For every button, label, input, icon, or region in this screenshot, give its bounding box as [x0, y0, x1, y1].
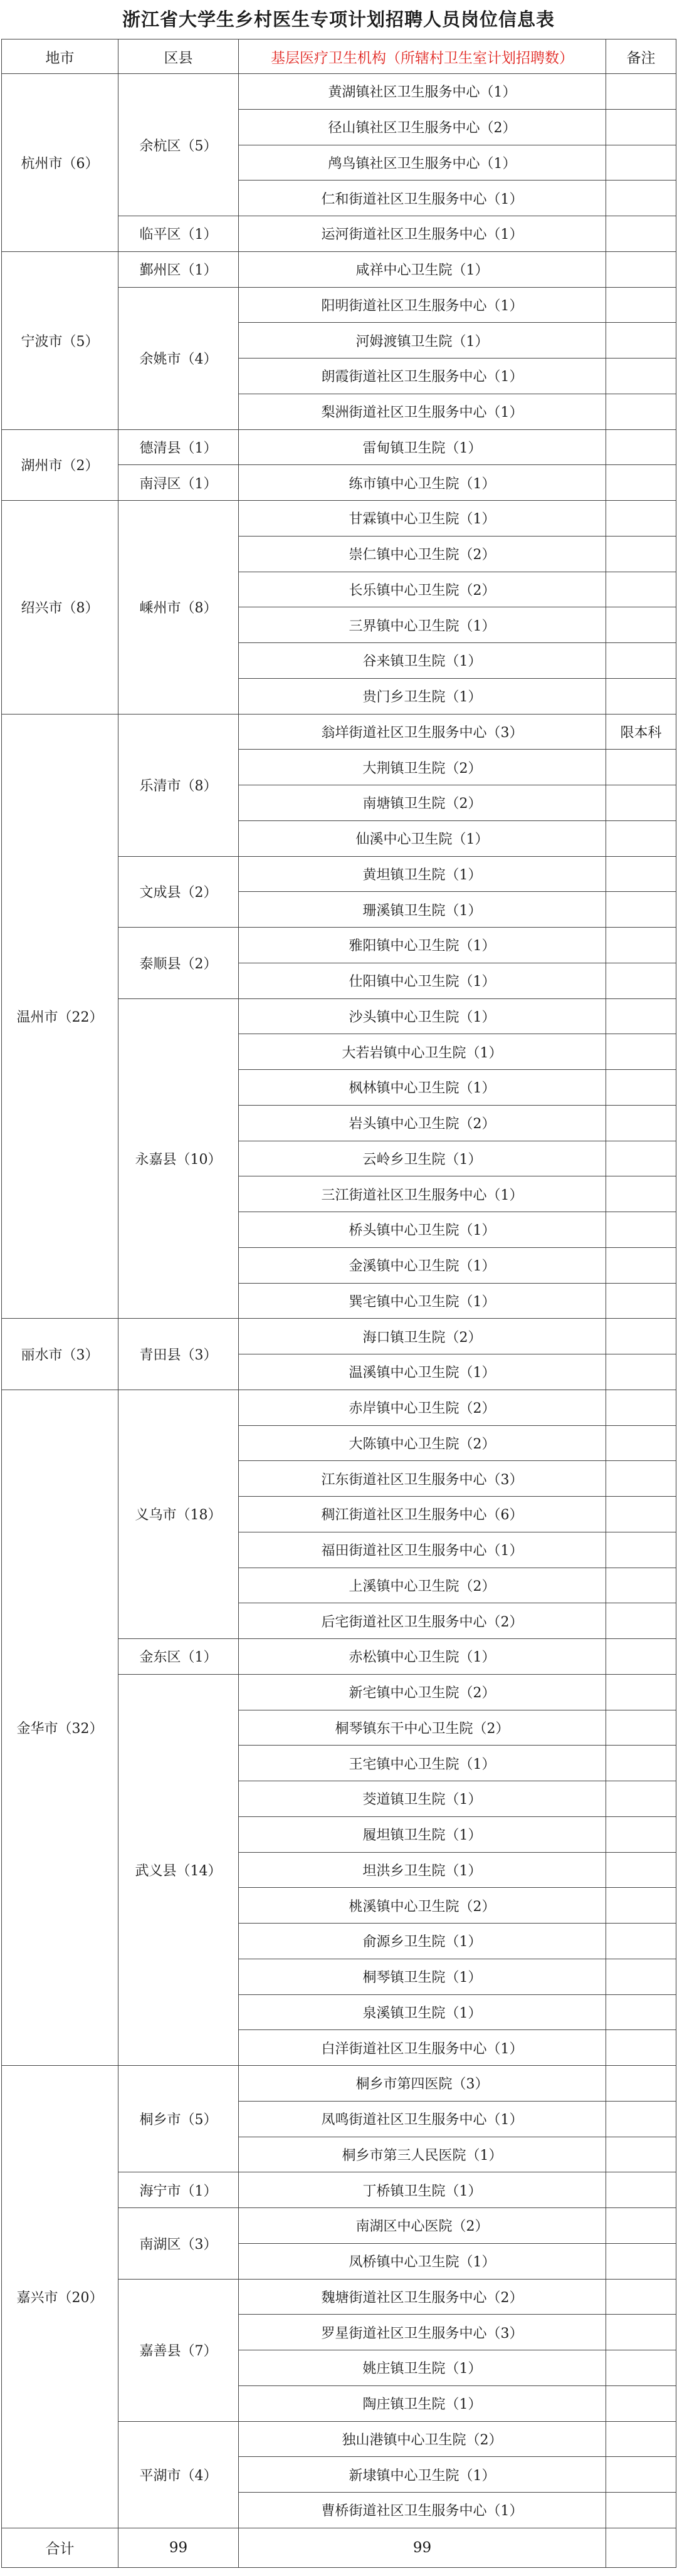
county-cell: 青田县（3） [118, 1319, 239, 1390]
institution-cell: 海口镇卫生院（2） [239, 1319, 606, 1354]
note-cell [606, 1141, 676, 1176]
note-cell [606, 501, 676, 537]
county-cell: 嘉善县（7） [118, 2279, 239, 2421]
institution-cell: 新埭镇中心卫生院（1） [239, 2457, 606, 2493]
note-cell [606, 1319, 676, 1354]
institution-cell: 丁桥镇卫生院（1） [239, 2172, 606, 2208]
note-cell [606, 287, 676, 323]
note-cell [606, 181, 676, 216]
county-cell: 南浔区（1） [118, 465, 239, 501]
county-cell: 金东区（1） [118, 1639, 239, 1675]
total-row [2, 2528, 676, 2567]
recruitment-table [1, 39, 676, 2568]
institution-cell: 履坦镇卫生院（1） [239, 1816, 606, 1852]
total-note-cell [606, 2528, 676, 2567]
note-cell [606, 643, 676, 679]
institution-cell: 独山港镇中心卫生院（2） [239, 2421, 606, 2457]
table-row [2, 1319, 676, 1354]
institution-cell: 上溪镇中心卫生院（2） [239, 1568, 606, 1603]
county-cell: 义乌市（18） [118, 1390, 239, 1638]
note-cell [606, 892, 676, 928]
note-cell [606, 785, 676, 821]
county-cell: 文成县（2） [118, 856, 239, 928]
city-cell: 绍兴市（8） [2, 501, 118, 715]
institution-cell: 桐琴镇卫生院（1） [239, 1959, 606, 1994]
institution-cell: 大陈镇中心卫生院（2） [239, 1425, 606, 1461]
county-cell: 乐清市（8） [118, 714, 239, 856]
institution-cell: 福田街道社区卫生服务中心（1） [239, 1532, 606, 1568]
county-cell: 南湖区（3） [118, 2208, 239, 2280]
county-cell: 临平区（1） [118, 216, 239, 252]
institution-cell: 雅阳镇中心卫生院（1） [239, 928, 606, 963]
institution-cell: 泉溪镇卫生院（1） [239, 1994, 606, 2030]
note-cell [606, 2385, 676, 2421]
note-cell [606, 1425, 676, 1461]
table-row [2, 714, 676, 750]
table-row [2, 1390, 676, 1425]
note-cell [606, 678, 676, 714]
institution-cell: 桐乡市第四医院（3） [239, 2066, 606, 2102]
institution-cell: 雷甸镇卫生院（1） [239, 429, 606, 465]
header-note: 备注 [606, 39, 676, 74]
note-cell [606, 928, 676, 963]
institution-cell: 桐琴镇东干中心卫生院（2） [239, 1710, 606, 1746]
institution-cell: 曹桥街道社区卫生服务中心（1） [239, 2493, 606, 2528]
note-cell [606, 1781, 676, 1817]
note-cell [606, 2421, 676, 2457]
city-cell: 嘉兴市（20） [2, 2066, 118, 2528]
institution-cell: 金溪镇中心卫生院（1） [239, 1247, 606, 1283]
institution-cell: 长乐镇中心卫生院（2） [239, 572, 606, 607]
note-cell [606, 1888, 676, 1924]
county-cell: 余姚市（4） [118, 287, 239, 429]
county-cell: 余杭区（5） [118, 74, 239, 216]
note-cell [606, 607, 676, 643]
city-cell: 金华市（32） [2, 1390, 118, 2065]
note-cell [606, 1461, 676, 1497]
note-cell [606, 2172, 676, 2208]
page-title: 浙江省大学生乡村医生专项计划招聘人员岗位信息表 [122, 9, 555, 30]
institution-cell: 江东街道社区卫生服务中心（3） [239, 1461, 606, 1497]
institution-cell: 王宅镇中心卫生院（1） [239, 1746, 606, 1781]
note-cell [606, 2066, 676, 2102]
institution-cell: 白洋街道社区卫生服务中心（1） [239, 2030, 606, 2066]
note-cell [606, 2279, 676, 2315]
table-row [2, 74, 676, 110]
total-label: 合计 [2, 2528, 118, 2567]
note-cell [606, 1994, 676, 2030]
note-cell [606, 2137, 676, 2172]
institution-cell: 运河街道社区卫生服务中心（1） [239, 216, 606, 252]
table-row [2, 251, 676, 287]
note-cell [606, 2315, 676, 2350]
institution-cell: 仕阳镇中心卫生院（1） [239, 963, 606, 998]
institution-cell: 大若岩镇中心卫生院（1） [239, 1034, 606, 1070]
note-cell [606, 1568, 676, 1603]
note-cell [606, 2457, 676, 2493]
city-cell: 丽水市（3） [2, 1319, 118, 1390]
institution-cell: 咸祥中心卫生院（1） [239, 251, 606, 287]
note-cell [606, 536, 676, 572]
note-cell [606, 359, 676, 394]
institution-cell: 俞源乡卫生院（1） [239, 1924, 606, 1959]
note-cell [606, 1390, 676, 1425]
note-cell [606, 109, 676, 145]
institution-cell: 黄坦镇卫生院（1） [239, 856, 606, 892]
note-cell [606, 2493, 676, 2528]
header-county: 区县 [118, 39, 239, 74]
institution-cell: 凤桥镇中心卫生院（1） [239, 2243, 606, 2279]
institution-cell: 后宅街道社区卫生服务中心（2） [239, 1603, 606, 1639]
note-cell [606, 394, 676, 429]
note-cell [606, 1283, 676, 1319]
note-cell [606, 145, 676, 181]
note-cell [606, 2208, 676, 2244]
table-row [2, 429, 676, 465]
county-cell: 鄞州区（1） [118, 251, 239, 287]
note-cell [606, 465, 676, 501]
county-cell: 海宁市（1） [118, 2172, 239, 2208]
note-cell [606, 998, 676, 1034]
note-cell [606, 1070, 676, 1106]
city-cell: 杭州市（6） [2, 74, 118, 252]
note-cell [606, 856, 676, 892]
institution-cell: 陶庄镇卫生院（1） [239, 2385, 606, 2421]
city-cell: 宁波市（5） [2, 251, 118, 429]
city-cell: 温州市（22） [2, 714, 118, 1319]
institution-cell: 翁垟街道社区卫生服务中心（3） [239, 714, 606, 750]
note-cell [606, 323, 676, 359]
note-cell [606, 1105, 676, 1141]
institution-cell: 梨洲街道社区卫生服务中心（1） [239, 394, 606, 429]
institution-cell: 云岭乡卫生院（1） [239, 1141, 606, 1176]
institution-cell: 鸬鸟镇社区卫生服务中心（1） [239, 145, 606, 181]
institution-cell: 三界镇中心卫生院（1） [239, 607, 606, 643]
institution-cell: 稠江街道社区卫生服务中心（6） [239, 1497, 606, 1532]
note-cell [606, 2101, 676, 2137]
table-row [2, 2066, 676, 2102]
institution-cell: 径山镇社区卫生服务中心（2） [239, 109, 606, 145]
institution-cell: 南塘镇卫生院（2） [239, 785, 606, 821]
institution-cell: 崇仁镇中心卫生院（2） [239, 536, 606, 572]
note-cell [606, 251, 676, 287]
note-cell [606, 1959, 676, 1994]
note-cell [606, 74, 676, 110]
institution-cell: 巽宅镇中心卫生院（1） [239, 1283, 606, 1319]
county-cell: 平湖市（4） [118, 2421, 239, 2528]
institution-cell: 南湖区中心医院（2） [239, 2208, 606, 2244]
institution-cell: 赤岸镇中心卫生院（2） [239, 1390, 606, 1425]
institution-cell: 阳明街道社区卫生服务中心（1） [239, 287, 606, 323]
table-header-row [2, 39, 676, 74]
note-cell [606, 2350, 676, 2386]
note-cell [606, 1354, 676, 1390]
note-cell [606, 429, 676, 465]
institution-cell: 罗星街道社区卫生服务中心（3） [239, 2315, 606, 2350]
institution-cell: 练市镇中心卫生院（1） [239, 465, 606, 501]
institution-cell: 仙溪中心卫生院（1） [239, 820, 606, 856]
total-county: 99 [118, 2528, 239, 2567]
note-cell [606, 1674, 676, 1710]
note-cell: 限本科 [606, 714, 676, 750]
county-cell: 永嘉县（10） [118, 998, 239, 1319]
institution-cell: 魏塘街道社区卫生服务中心（2） [239, 2279, 606, 2315]
institution-cell: 桃溪镇中心卫生院（2） [239, 1888, 606, 1924]
county-cell: 桐乡市（5） [118, 2066, 239, 2172]
institution-cell: 坦洪乡卫生院（1） [239, 1852, 606, 1888]
institution-cell: 大荆镇卫生院（2） [239, 750, 606, 785]
note-cell [606, 1532, 676, 1568]
note-cell [606, 2243, 676, 2279]
note-cell [606, 1034, 676, 1070]
institution-cell: 甘霖镇中心卫生院（1） [239, 501, 606, 537]
county-cell: 德清县（1） [118, 429, 239, 465]
header-institution: 基层医疗卫生机构（所辖村卫生室计划招聘数） [239, 39, 606, 74]
institution-cell: 赤松镇中心卫生院（1） [239, 1639, 606, 1675]
institution-cell: 谷来镇卫生院（1） [239, 643, 606, 679]
note-cell [606, 1247, 676, 1283]
note-cell [606, 820, 676, 856]
institution-cell: 黄湖镇社区卫生服务中心（1） [239, 74, 606, 110]
institution-cell: 温溪镇中心卫生院（1） [239, 1354, 606, 1390]
note-cell [606, 1816, 676, 1852]
note-cell [606, 750, 676, 785]
note-cell [606, 572, 676, 607]
institution-cell: 新宅镇中心卫生院（2） [239, 1674, 606, 1710]
note-cell [606, 1176, 676, 1212]
institution-cell: 贵门乡卫生院（1） [239, 678, 606, 714]
institution-cell: 茭道镇卫生院（1） [239, 1781, 606, 1817]
institution-cell: 仁和街道社区卫生服务中心（1） [239, 181, 606, 216]
note-cell [606, 2030, 676, 2066]
institution-cell: 桐乡市第三人民医院（1） [239, 2137, 606, 2172]
note-cell [606, 1852, 676, 1888]
note-cell [606, 963, 676, 998]
institution-cell: 姚庄镇卫生院（1） [239, 2350, 606, 2386]
table-body [2, 74, 676, 2528]
county-cell: 泰顺县（2） [118, 928, 239, 999]
city-cell: 湖州市（2） [2, 429, 118, 501]
note-cell [606, 1212, 676, 1248]
note-cell [606, 1710, 676, 1746]
institution-cell: 凤鸣街道社区卫生服务中心（1） [239, 2101, 606, 2137]
note-cell [606, 1603, 676, 1639]
total-institution: 99 [239, 2528, 606, 2567]
institution-cell: 三江街道社区卫生服务中心（1） [239, 1176, 606, 1212]
note-cell [606, 1639, 676, 1675]
header-city: 地市 [2, 39, 118, 74]
note-cell [606, 1746, 676, 1781]
county-cell: 武义县（14） [118, 1674, 239, 2065]
note-cell [606, 1497, 676, 1532]
county-cell: 嵊州市（8） [118, 501, 239, 715]
institution-cell: 河姆渡镇卫生院（1） [239, 323, 606, 359]
note-cell [606, 216, 676, 252]
institution-cell: 枫林镇中心卫生院（1） [239, 1070, 606, 1106]
institution-cell: 沙头镇中心卫生院（1） [239, 998, 606, 1034]
institution-cell: 岩头镇中心卫生院（2） [239, 1105, 606, 1141]
institution-cell: 桥头镇中心卫生院（1） [239, 1212, 606, 1248]
table-row [2, 501, 676, 537]
institution-cell: 珊溪镇卫生院（1） [239, 892, 606, 928]
note-cell [606, 1924, 676, 1959]
institution-cell: 朗霞街道社区卫生服务中心（1） [239, 359, 606, 394]
